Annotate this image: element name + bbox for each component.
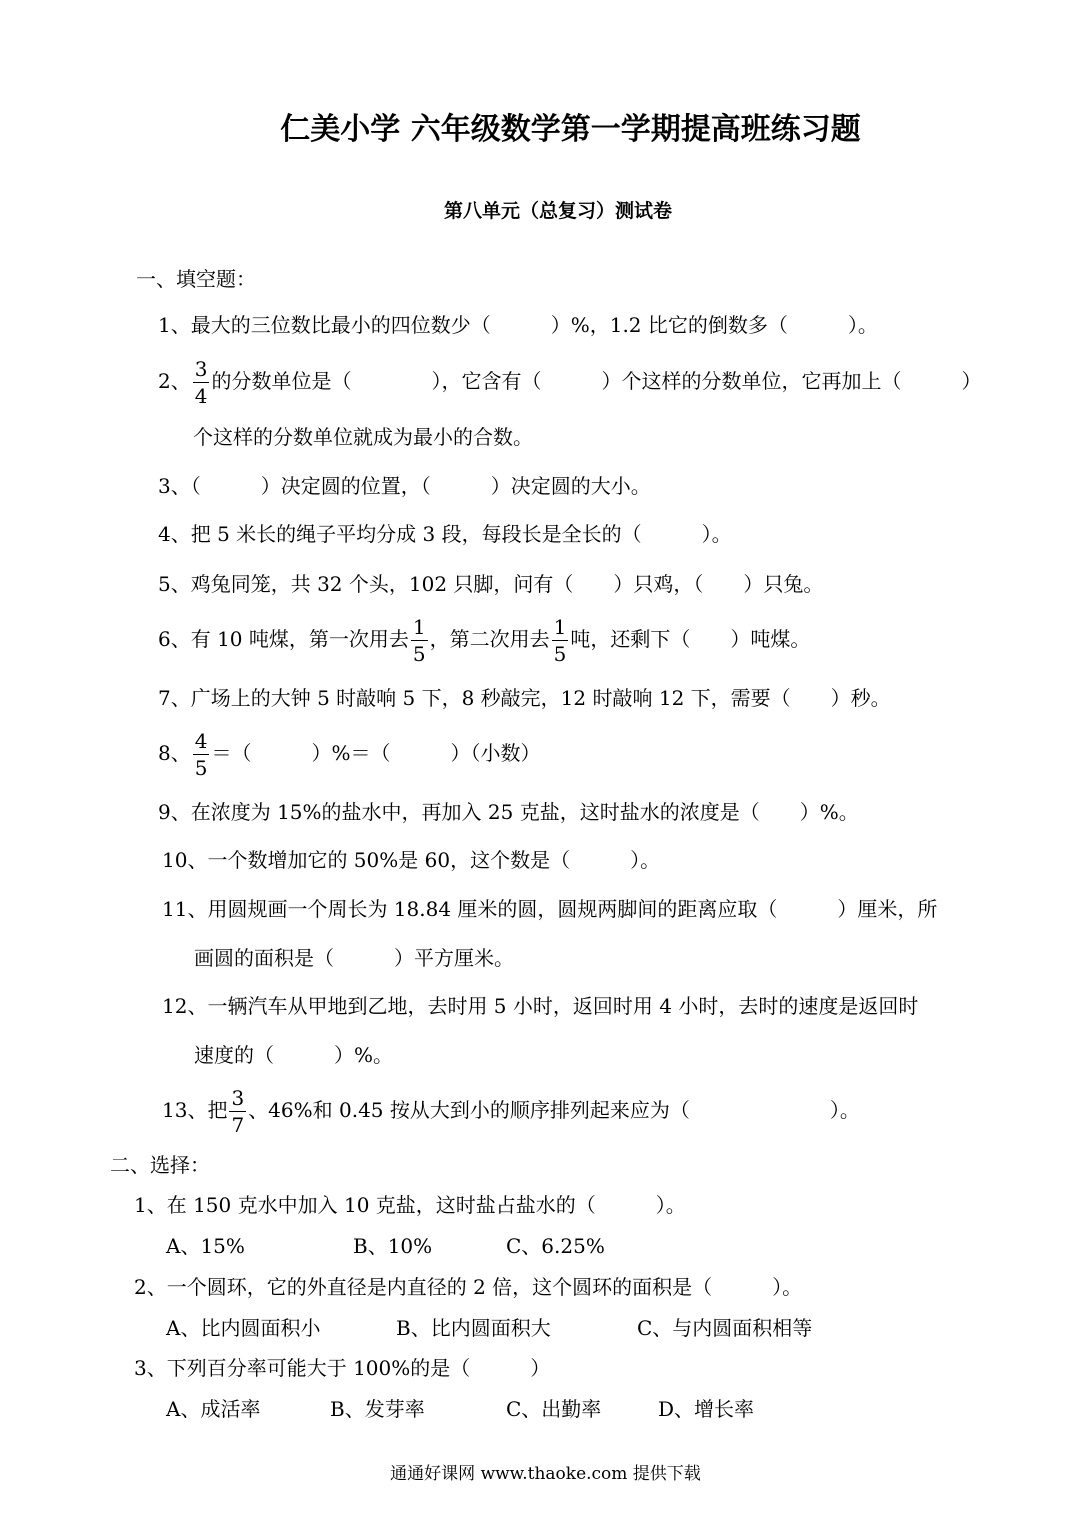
page-subtitle: 第八单元（总复习）测试卷 <box>443 200 672 222</box>
question-1-12-line2: 速度的（ ）%。 <box>194 1043 394 1067</box>
section2-heading: 二、选择： <box>110 1153 210 1177</box>
question-2-1: 1、在 150 克水中加入 10 克盐，这时盐占盐水的（ ）。 <box>134 1193 686 1217</box>
option-2-3-a: A、成活率 <box>166 1397 261 1421</box>
question-2-2: 2、一个圆环，它的外直径是内直径的 2 倍，这个圆环的面积是（ ）。 <box>134 1275 803 1299</box>
option-2-2-c: C、与内圆面积相等 <box>637 1316 813 1340</box>
option-2-3-b: B、发芽率 <box>330 1397 425 1421</box>
fraction: $\frac{1}{5}$ <box>553 615 567 666</box>
question-1-5: 5、鸡兔同笼，共 32 个头，102 只脚，问有（ ）只鸡，（ ）只兔。 <box>158 572 824 596</box>
page-footer: 通通好课网 www.thaoke.com 提供下载 <box>390 1464 701 1484</box>
question-1-9: 9、在浓度为 15%的盐水中，再加入 25 克盐，这时盐水的浓度是（ ）%。 <box>158 800 859 824</box>
question-1-4: 4、把 5 米长的绳子平均分成 3 段，每段长是全长的（ ）。 <box>158 522 732 546</box>
question-1-11-line2: 画圆的面积是（ ）平方厘米。 <box>194 946 514 970</box>
question-1-6: 6、有 10 吨煤，第一次用去 $\frac{1}{5}$ ，第二次用去 $\frac{1}{5}$ 吨，还剩下（ ）吨煤。 <box>158 615 811 666</box>
question-1-2: 2、 $\frac{3}{4}$ 的分数单位是（ ），它含有（ ）个这样的分数单位，它再加上（ ） <box>158 357 982 408</box>
fraction: $\frac{4}{5}$ <box>194 729 208 780</box>
question-1-10: 10、一个数增加它的 50%是 60，这个数是（ ）。 <box>162 848 661 872</box>
section1-heading: 一、填空题： <box>136 267 256 291</box>
question-1-1: 1、最大的三位数比最小的四位数少（ ）%，1.2 比它的倒数多（ ）。 <box>158 313 878 337</box>
option-2-1-c: C、6.25% <box>506 1234 605 1258</box>
option-2-1-b: B、10% <box>353 1234 433 1258</box>
fraction: $\frac{1}{5}$ <box>412 615 426 666</box>
option-2-2-a: A、比内圆面积小 <box>166 1316 321 1340</box>
question-1-3: 3、（ ）决定圆的位置，（ ）决定圆的大小。 <box>158 474 651 498</box>
option-2-2-b: B、比内圆面积大 <box>396 1316 551 1340</box>
question-1-12: 12、一辆汽车从甲地到乙地，去时用 5 小时，返回时用 4 小时，去时的速度是返回时 <box>162 994 919 1018</box>
option-2-1-a: A、15% <box>166 1234 245 1258</box>
question-1-13: 13、把 $\frac{3}{7}$ 、46%和 0.45 按从大到小的顺序排列起来应为（ ）。 <box>162 1086 860 1137</box>
question-2-3: 3、下列百分率可能大于 100%的是（ ） <box>134 1356 551 1380</box>
fraction: $\frac{3}{7}$ <box>231 1086 245 1137</box>
question-1-11: 11、用圆规画一个周长为 18.84 厘米的圆，圆规两脚间的距离应取（ ）厘米，所 <box>162 897 938 921</box>
page-title: 仁美小学 六年级数学第一学期提高班练习题 <box>280 112 861 147</box>
option-2-3-c: C、出勤率 <box>506 1397 602 1421</box>
fraction: $\frac{3}{4}$ <box>194 357 208 408</box>
question-1-8: 8、 $\frac{4}{5}$ ＝（ ）%＝（ ）（小数） <box>158 729 541 780</box>
question-1-7: 7、广场上的大钟 5 时敲响 5 下，8 秒敲完，12 时敲响 12 下，需要（ ）秒。 <box>158 686 891 710</box>
option-2-3-d: D、增长率 <box>658 1397 755 1421</box>
question-1-2-line2: 个这样的分数单位就成为最小的合数。 <box>193 425 533 449</box>
